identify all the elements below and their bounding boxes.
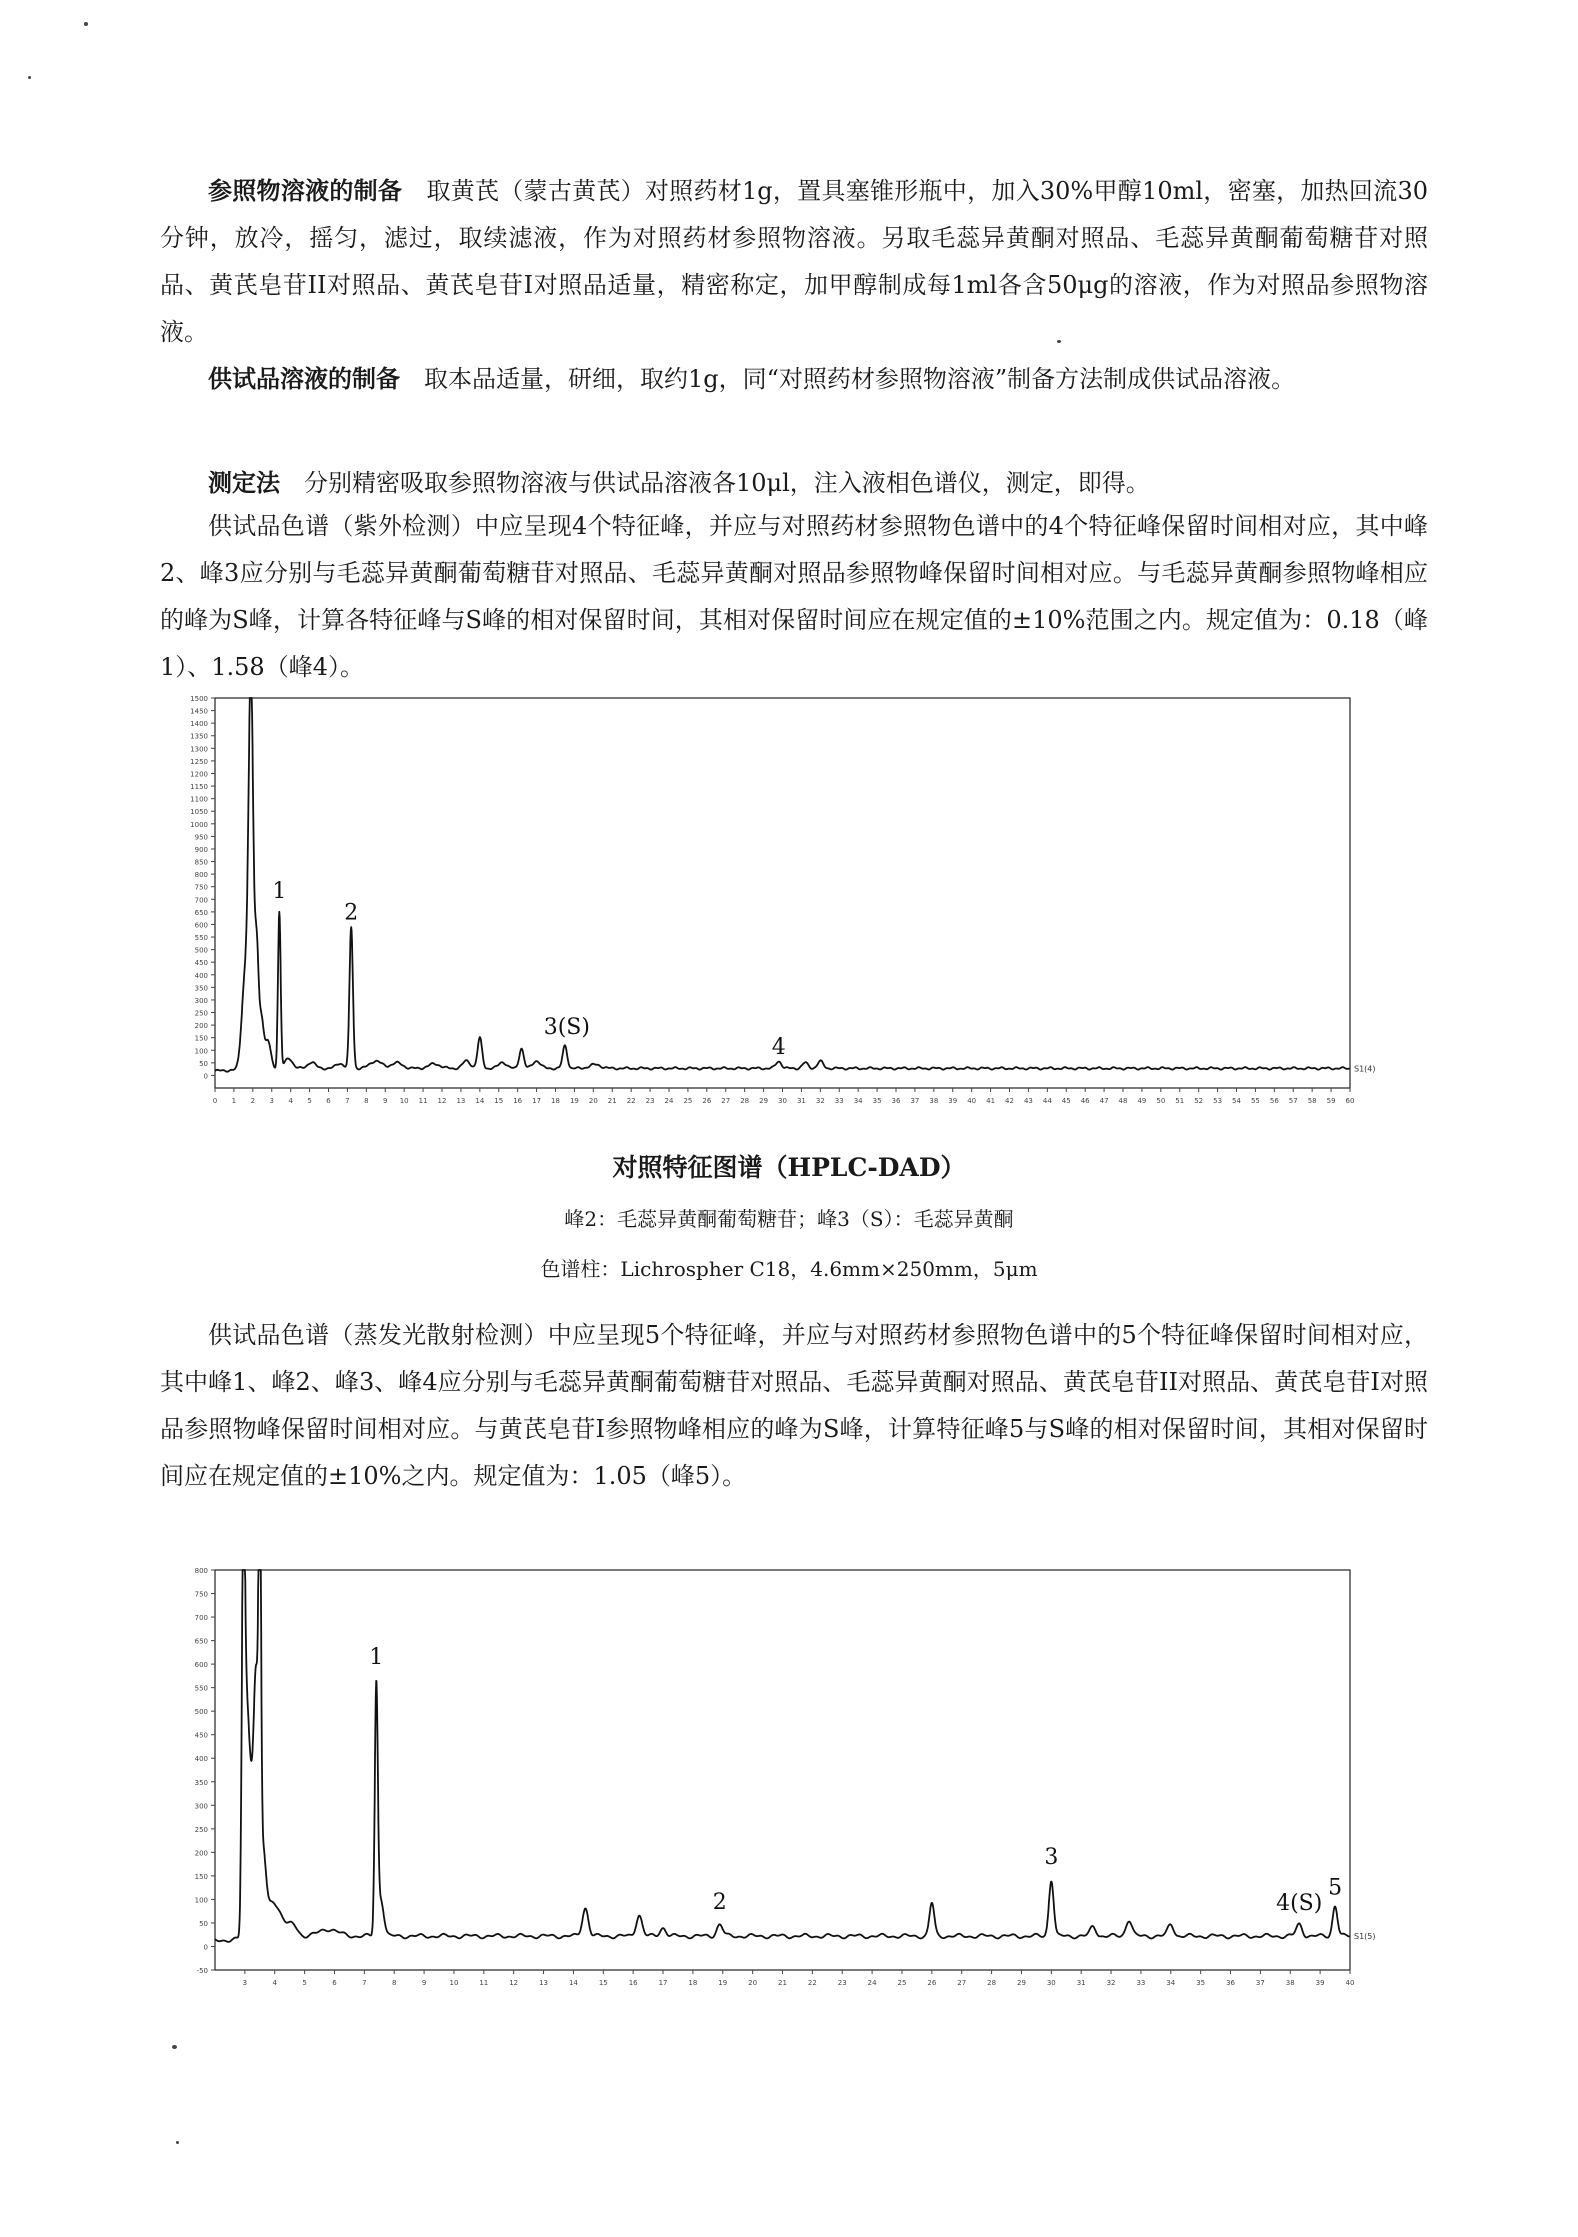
y-tick-label: 600 <box>194 921 208 930</box>
x-tick-label: 30 <box>778 1097 787 1105</box>
chart-caption-title: 对照特征图谱（HPLC-DAD） <box>612 1153 966 1182</box>
x-tick-label: 45 <box>1061 1097 1071 1105</box>
x-tick-label: 23 <box>837 1979 847 1987</box>
x-tick-label: 26 <box>702 1097 712 1105</box>
scan-speck <box>176 2141 179 2144</box>
x-tick-label: 18 <box>688 1979 698 1987</box>
x-tick-label: 49 <box>1137 1097 1147 1105</box>
y-tick-label: 250 <box>194 1009 208 1018</box>
x-tick-label: 20 <box>588 1097 598 1105</box>
x-tick-label: 29 <box>1016 1979 1026 1987</box>
x-tick-label: 55 <box>1250 1097 1260 1105</box>
x-tick-label: 23 <box>645 1097 655 1105</box>
x-tick-label: 50 <box>1156 1097 1166 1105</box>
x-tick-label: 27 <box>721 1097 731 1105</box>
y-tick-label: 800 <box>194 871 208 880</box>
x-tick-label: 5 <box>307 1097 312 1105</box>
y-tick-label: 1300 <box>190 745 208 754</box>
peak-label: 2 <box>344 900 359 926</box>
x-tick-label: 14 <box>568 1979 578 1987</box>
x-tick-label: 32 <box>815 1097 825 1105</box>
x-tick-label: 15 <box>494 1097 504 1105</box>
x-tick-label: 4 <box>272 1979 277 1987</box>
x-tick-label: 6 <box>332 1979 337 1987</box>
peak-label: 3(S) <box>543 1014 590 1040</box>
y-tick-label: 350 <box>194 984 208 993</box>
y-tick-label: 900 <box>194 845 208 854</box>
peak-label: 3 <box>1044 1845 1059 1871</box>
scan-speck <box>84 22 88 26</box>
x-tick-label: 13 <box>539 1979 549 1987</box>
x-tick-label: 16 <box>513 1097 523 1105</box>
y-tick-label: 750 <box>194 1590 208 1599</box>
peak-label: 1 <box>369 1645 384 1671</box>
y-tick-label: 0 <box>203 1072 208 1081</box>
x-tick-label: 37 <box>910 1097 920 1105</box>
x-tick-label: 11 <box>418 1097 428 1105</box>
y-tick-label: 400 <box>194 1755 208 1764</box>
x-tick-label: 25 <box>897 1979 907 1987</box>
x-tick-label: 38 <box>929 1097 939 1105</box>
x-tick-label: 19 <box>718 1979 728 1987</box>
x-tick-label: 22 <box>807 1979 817 1987</box>
y-tick-label: 550 <box>194 934 208 943</box>
x-tick-label: 47 <box>1099 1097 1109 1105</box>
x-tick-label: 12 <box>509 1979 519 1987</box>
y-tick-label: 650 <box>194 1637 208 1646</box>
y-tick-label: 1200 <box>190 770 208 779</box>
y-tick-label: 700 <box>194 896 208 905</box>
test-solution-text: 取本品适量，研细，取约1g，同“对照药材参照物溶液”制备方法制成供试品溶液。 <box>424 365 1296 393</box>
x-tick-label: 12 <box>437 1097 447 1105</box>
x-tick-label: 11 <box>479 1979 489 1987</box>
chart-caption-peaks: 峰2：毛蕊异黄酮葡萄糖苷；峰3（S）：毛蕊异黄酮 <box>564 1207 1014 1231</box>
x-tick-label: 30 <box>1046 1979 1056 1987</box>
ref-solution-lead: 参照物溶液的制备 <box>208 176 403 205</box>
x-tick-label: 8 <box>391 1979 397 1987</box>
trace-label: S1(4) <box>1354 1064 1376 1074</box>
elsd-result-paragraph: 供试品色谱（蒸发光散射检测）中应呈现5个特征峰，并应与对照药材参照物色谱中的5个特征峰保留时间相对应，其中峰1、峰2、峰3、峰4应分别与毛蕊异黄酮葡萄糖苷对照品、毛蕊异黄酮对照品、黄芪皂苷II对照品、黄芪皂苷I对照品参照物峰保留时间相对应。与黄芪皂苷I参照物峰相应的峰为S峰，计算特征峰5与S峰的相对保留时间，其相对保留时间应在规定值的±10%之内。规定值为：1.05（峰5）。 <box>160 1321 1428 1490</box>
x-tick-label: 37 <box>1255 1979 1265 1987</box>
x-tick-label: 57 <box>1288 1097 1298 1105</box>
y-tick-label: 850 <box>194 858 208 867</box>
x-tick-label: 35 <box>1196 1979 1206 1987</box>
peak-label: 4 <box>771 1035 786 1061</box>
x-tick-label: 40 <box>967 1097 977 1105</box>
x-tick-label: 3 <box>242 1979 248 1987</box>
peak-label: 1 <box>272 879 287 905</box>
elsd-chart-svg <box>160 1567 1400 2010</box>
ref-solution-paragraph <box>160 167 1428 356</box>
y-tick-label: 1350 <box>190 732 208 741</box>
scan-speck <box>172 2045 177 2049</box>
x-tick-label: 33 <box>1136 1979 1146 1987</box>
test-solution-lead: 供试品溶液的制备 <box>208 364 400 393</box>
x-tick-label: 48 <box>1118 1097 1128 1105</box>
x-tick-label: 43 <box>1023 1097 1033 1105</box>
y-tick-label: 1400 <box>190 720 208 729</box>
x-tick-label: 29 <box>759 1097 769 1105</box>
x-tick-label: 35 <box>872 1097 882 1105</box>
test-solution-paragraph <box>160 355 1428 403</box>
x-tick-label: 13 <box>456 1097 466 1105</box>
y-tick-label: 500 <box>194 1708 208 1717</box>
x-tick-label: 54 <box>1232 1097 1241 1105</box>
x-tick-label: 17 <box>658 1979 668 1987</box>
y-tick-label: 600 <box>194 1661 208 1670</box>
x-tick-label: 32 <box>1106 1979 1116 1987</box>
chart-caption-column: 色谱柱：Lichrospher C18，4.6mm×250mm，5μm <box>540 1257 1038 1281</box>
x-tick-label: 6 <box>326 1097 331 1105</box>
x-tick-label: 42 <box>1005 1097 1014 1105</box>
y-tick-label: 1450 <box>190 707 208 716</box>
x-tick-label: 16 <box>628 1979 638 1987</box>
x-tick-label: 7 <box>345 1097 350 1105</box>
uv-result-paragraph: 供试品色谱（紫外检测）中应呈现4个特征峰，并应与对照药材参照物色谱中的4个特征峰保留时间相对应，其中峰2、峰3应分别与毛蕊异黄酮葡萄糖苷对照品、毛蕊异黄酮对照品参照物峰保留时间相对应。与毛蕊异黄酮参照物峰相应的峰为S峰，计算各特征峰与S峰的相对保留时间，其相对保留时间应在规定值的±10%范围之内。规定值为：0.18（峰1）、1.58（峰4）。 <box>160 512 1428 681</box>
x-tick-label: 39 <box>948 1097 958 1105</box>
x-tick-label: 34 <box>853 1097 863 1105</box>
x-tick-label: 24 <box>664 1097 674 1105</box>
chromatogram-trace <box>215 1570 1350 1942</box>
y-tick-label: 1100 <box>190 795 208 804</box>
scan-speck <box>1057 340 1061 343</box>
y-tick-label: 100 <box>194 1896 208 1905</box>
chromatogram-trace <box>215 698 1350 1072</box>
y-tick-label: 750 <box>194 883 208 892</box>
hplc-dad-chart-svg <box>160 695 1400 1128</box>
x-tick-label: 24 <box>867 1979 877 1987</box>
x-tick-label: 8 <box>364 1097 369 1105</box>
y-tick-label: 1150 <box>190 783 208 792</box>
x-tick-label: 20 <box>748 1979 758 1987</box>
x-tick-label: 0 <box>212 1097 218 1105</box>
y-tick-label: 150 <box>194 1034 208 1043</box>
x-tick-label: 38 <box>1285 1979 1295 1987</box>
y-tick-label: 100 <box>194 1047 208 1056</box>
x-tick-label: 21 <box>607 1097 617 1105</box>
elsd-chromatogram <box>160 1567 1400 2010</box>
y-tick-label: 250 <box>194 1825 208 1834</box>
y-tick-label: 1050 <box>190 808 208 817</box>
x-tick-label: 9 <box>421 1979 427 1987</box>
scan-speck <box>28 76 31 79</box>
x-tick-label: 25 <box>683 1097 693 1105</box>
y-tick-label: 1250 <box>190 757 208 766</box>
x-tick-label: 1 <box>231 1097 237 1105</box>
x-tick-label: 39 <box>1315 1979 1325 1987</box>
y-tick-label: 800 <box>194 1567 208 1575</box>
y-tick-label: 350 <box>194 1778 208 1787</box>
y-tick-label: 1000 <box>190 820 208 829</box>
x-tick-label: 58 <box>1307 1097 1317 1105</box>
y-tick-label: 400 <box>194 971 208 980</box>
y-tick-label: 1500 <box>190 695 208 703</box>
x-tick-label: 4 <box>288 1097 293 1105</box>
x-tick-label: 27 <box>957 1979 967 1987</box>
y-tick-label: 0 <box>203 1943 208 1952</box>
x-tick-label: 52 <box>1194 1097 1204 1105</box>
x-tick-label: 17 <box>532 1097 542 1105</box>
y-tick-label: 300 <box>194 1802 208 1811</box>
x-tick-label: 21 <box>778 1979 787 1987</box>
x-tick-label: 36 <box>891 1097 901 1105</box>
x-tick-label: 7 <box>362 1979 367 1987</box>
x-tick-label: 59 <box>1326 1097 1336 1105</box>
x-tick-label: 53 <box>1213 1097 1223 1105</box>
x-tick-label: 10 <box>399 1097 409 1105</box>
x-tick-label: 31 <box>1076 1979 1086 1987</box>
x-tick-label: 22 <box>626 1097 636 1105</box>
x-tick-label: 18 <box>551 1097 560 1105</box>
ref-solution-text: 取黄芪（蒙古黄芪）对照药材1g，置具塞锥形瓶中，加入30%甲醇10ml，密塞，加热回流30分钟，放冷，摇匀，滤过，取续滤液，作为对照药材参照物溶液。另取毛蕊异黄酮对照品、毛蕊异黄酮葡萄糖苷对照品、黄芪皂苷II对照品、黄芪皂苷I对照品适量，精密称定，加甲醇制成每1ml各含50μg的溶液，作为对照品参照物溶液。 <box>160 177 1429 346</box>
x-tick-label: 3 <box>269 1097 274 1105</box>
plot-frame <box>215 698 1350 1088</box>
peak-label: 4(S) <box>1276 1890 1323 1916</box>
method-text: 分别精密吸取参照物溶液与供试品溶液各10μl，注入液相色谱仪，测定，即得。 <box>304 469 1150 497</box>
y-tick-label: 700 <box>194 1614 208 1623</box>
x-tick-label: 10 <box>449 1979 459 1987</box>
y-tick-label: 200 <box>194 1022 208 1031</box>
hplc-dad-chromatogram <box>160 695 1400 1128</box>
x-tick-label: 56 <box>1269 1097 1279 1105</box>
x-tick-label: 44 <box>1042 1097 1052 1105</box>
x-tick-label: 9 <box>383 1097 388 1105</box>
y-tick-label: 50 <box>199 1059 208 1068</box>
trace-label: S1(5) <box>1354 1932 1376 1942</box>
method-lead: 测定法 <box>208 468 280 497</box>
x-tick-label: 33 <box>834 1097 844 1105</box>
x-tick-label: 5 <box>302 1979 307 1987</box>
x-tick-label: 28 <box>987 1979 997 1987</box>
x-tick-label: 19 <box>569 1097 579 1105</box>
y-tick-label: 200 <box>194 1849 208 1858</box>
method-paragraph <box>160 459 1428 507</box>
x-tick-label: 14 <box>475 1097 485 1105</box>
y-tick-label: 150 <box>194 1872 208 1881</box>
y-tick-label: 650 <box>194 908 208 917</box>
plot-frame <box>215 1570 1350 1970</box>
x-tick-label: 31 <box>796 1097 806 1105</box>
x-tick-label: 41 <box>986 1097 996 1105</box>
y-tick-label: -50 <box>196 1967 208 1975</box>
peak-label: 2 <box>712 1889 727 1915</box>
y-tick-label: 950 <box>194 833 208 842</box>
y-tick-label: 500 <box>194 946 208 955</box>
x-tick-label: 36 <box>1226 1979 1235 1987</box>
y-tick-label: 450 <box>194 959 208 968</box>
x-tick-label: 2 <box>250 1097 256 1105</box>
x-tick-label: 60 <box>1345 1097 1355 1105</box>
x-tick-label: 26 <box>927 1979 937 1987</box>
x-tick-label: 51 <box>1175 1097 1185 1105</box>
x-tick-label: 34 <box>1166 1979 1176 1987</box>
x-tick-label: 15 <box>598 1979 608 1987</box>
peak-label: 5 <box>1328 1875 1343 1901</box>
y-tick-label: 300 <box>194 996 208 1005</box>
y-tick-label: 50 <box>199 1919 208 1928</box>
y-tick-label: 550 <box>194 1684 208 1693</box>
x-tick-label: 46 <box>1080 1097 1090 1105</box>
x-tick-label: 28 <box>740 1097 750 1105</box>
y-tick-label: 450 <box>194 1731 208 1740</box>
x-tick-label: 40 <box>1345 1979 1355 1987</box>
